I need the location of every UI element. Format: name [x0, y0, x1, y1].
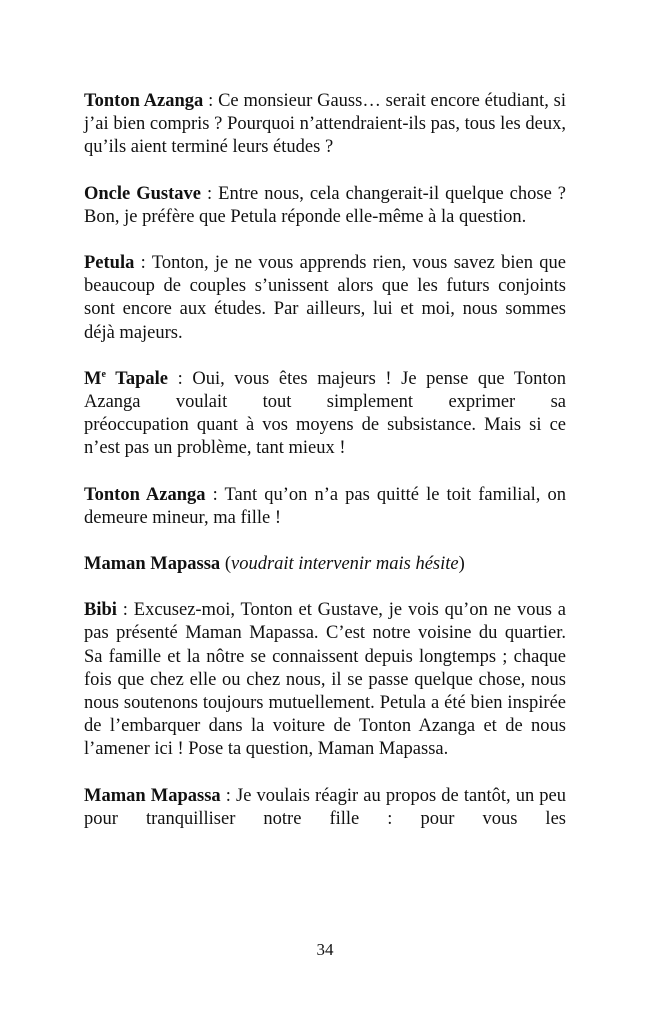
separator: :: [203, 91, 219, 111]
page-number: 34: [316, 940, 334, 959]
justified-line: [84, 368, 566, 391]
paren-open: (: [220, 554, 231, 575]
dialogue-text-line-2: Azanga voulait tout simplement exprimer sa: [84, 392, 566, 413]
speaker-name: Petula: [84, 253, 135, 274]
stage-direction: voudrait intervenir mais hésite: [230, 554, 459, 575]
dialogue-text: Ce monsieur Gauss… serait encore étudiant, si j’ai bien compris ? Pourquoi n’attendraient-ils pas, tous les deux, qu’ils aient terminé leurs études ?: [84, 91, 567, 158]
speaker-title-superscript: e: [101, 368, 106, 380]
speaker-name: Bibi: [84, 600, 117, 621]
dialogue-entry: [84, 599, 566, 761]
paren-close: ): [458, 554, 465, 575]
dialogue-entry: [84, 183, 566, 229]
dialogue-entry: [84, 785, 566, 831]
dialogue-text: Entre nous, cela changerait-il quelque chose ? Bon, je préfère que Petula réponde elle-même à la question.: [84, 183, 567, 227]
separator: :: [220, 785, 236, 806]
separator: :: [167, 368, 193, 389]
speaker-surname: Tapale: [105, 368, 168, 389]
page-body: [84, 90, 566, 831]
speaker-title: M: [84, 368, 102, 389]
dialogue-entry: [84, 252, 566, 345]
speaker-name: Oncle Gustave: [84, 183, 201, 204]
dialogue-text: Je voulais réagir au propos de tantôt, un peu pour tranquilliser notre fille : pour vous les: [84, 785, 567, 829]
dialogue-text: Excusez-moi, Tonton et Gustave, je vois qu’on ne vous a pas présenté Maman Mapassa. C’est notre voisine du quartier. Sa famille et la nôtre se connaissent depuis longtemps ; chaque fois que chez elle ou chez nous, il se passe quelque chose, nous nous soutenons toujours mutuellement. Petula a été bien inspirée de l’embarquer dans la voiture de Tonton Azanga et de nous l’amener ici ! Pose ta question, Maman Mapassa.: [84, 600, 566, 760]
dialogue-text-line-1: Oui, vous êtes majeurs ! Je pense que Tonton: [192, 368, 567, 389]
separator: :: [201, 183, 219, 204]
dialogue-entry: [84, 90, 566, 160]
speaker-name: [84, 369, 168, 389]
dialogue-text: préoccupation quant à vos moyens de subsistance. Mais si ce n’est pas un problème, tant mieux !: [84, 415, 566, 459]
speaker-name: Tonton Azanga: [84, 484, 206, 505]
speaker-name: Tonton Azanga: [84, 91, 204, 111]
dialogue-entry: [84, 368, 566, 461]
dialogue-text: Tant qu’on n’a pas quitté le toit familial, on demeure mineur, ma fille !: [84, 484, 566, 528]
dialogue-entry: [84, 484, 566, 530]
speaker-name: Maman Mapassa: [84, 554, 221, 575]
dialogue-entry: [84, 553, 566, 576]
speaker-name: Maman Mapassa: [84, 785, 221, 806]
dialogue-text: Tonton, je ne vous apprends rien, vous savez bien que beaucoup de couples s’unissent alors que les futurs conjoints sont encore aux études. Par ailleurs, lui et moi, nous sommes déjà majeurs.: [84, 253, 566, 343]
separator: :: [134, 253, 152, 274]
separator: :: [116, 600, 134, 621]
separator: :: [205, 484, 225, 505]
